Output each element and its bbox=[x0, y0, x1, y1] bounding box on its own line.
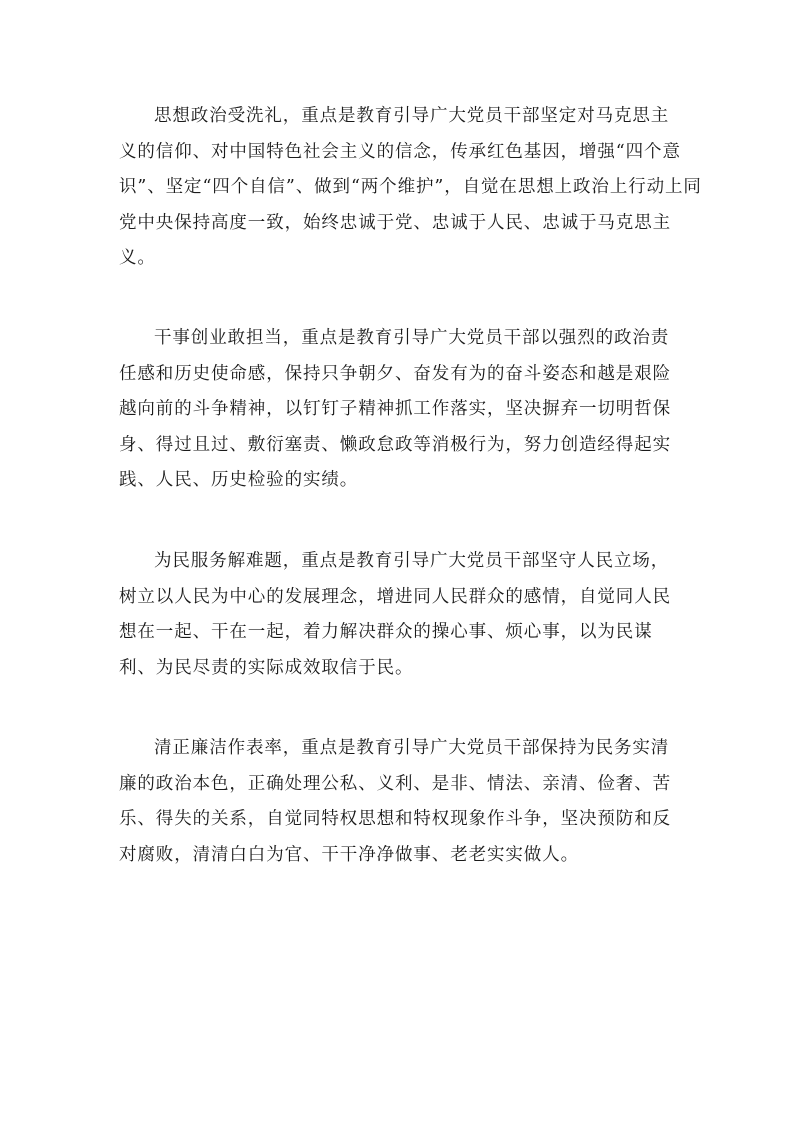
paragraph-line: 清正廉洁作表率，重点是教育引导广大党员干部保持为民务实清 bbox=[154, 738, 670, 758]
paragraph-line: 想在一起、干在一起，着力解决群众的操心事、烦心事，以为民谋 bbox=[119, 622, 653, 642]
paragraph-line: 乐、得失的关系，自觉同特权思想和特权现象作斗争，坚决预防和反 bbox=[119, 809, 671, 829]
paragraph-line: 对腐败，清清白白为官、干干净净做事、老老实实做人。 bbox=[119, 844, 579, 865]
paragraph-line: 利、为民尽责的实际成效取信于民。 bbox=[119, 657, 414, 678]
paragraph-ideology bbox=[119, 99, 702, 277]
paragraph-line: 践、人民、历史检验的实绩。 bbox=[119, 470, 359, 490]
paragraph-line: 廉的政治本色，正确处理公私、义利、是非、情法、亲清、俭奢、苦 bbox=[119, 773, 671, 794]
paragraph-line: 树立以人民为中心的发展理念，增进同人民群众的感情，自觉同人民 bbox=[119, 586, 671, 607]
paragraph-responsibility bbox=[119, 321, 671, 499]
paragraph-serve-people bbox=[119, 544, 671, 686]
paragraph-line: 越向前的斗争精神，以钉钉子精神抓工作落实，坚决摒弃一切明哲保 bbox=[119, 399, 671, 419]
paragraph-line: 为民服务解难题，重点是教育引导广大党员干部坚守人民立场， bbox=[154, 551, 670, 571]
paragraph-line: 思想政治受洗礼，重点是教育引导广大党员干部坚定对马克思主 bbox=[154, 106, 670, 126]
paragraph-line: 义的信仰、对中国特色社会主义的信念，传承红色基因，增强“四个意 bbox=[119, 141, 681, 162]
paragraph-line: 义。 bbox=[119, 248, 156, 268]
paragraph-line: 任感和历史使命感，保持只争朝夕、奋发有为的奋斗姿态和越是艰险 bbox=[119, 363, 671, 384]
paragraph-line: 党中央保持高度一致，始终忠诚于党、忠诚于人民、忠诚于马克思主 bbox=[119, 212, 671, 233]
paragraph-line: 识”、坚定“四个自信”、做到“两个维护”，自觉在思想上政治上行动上同 bbox=[119, 177, 702, 197]
paragraph-integrity bbox=[119, 731, 671, 873]
paragraph-line: 身、得过且过、敷衍塞责、懒政怠政等消极行为，努力创造经得起实 bbox=[119, 434, 671, 455]
paragraph-line: 干事创业敢担当，重点是教育引导广大党员干部以强烈的政治责 bbox=[154, 328, 670, 348]
